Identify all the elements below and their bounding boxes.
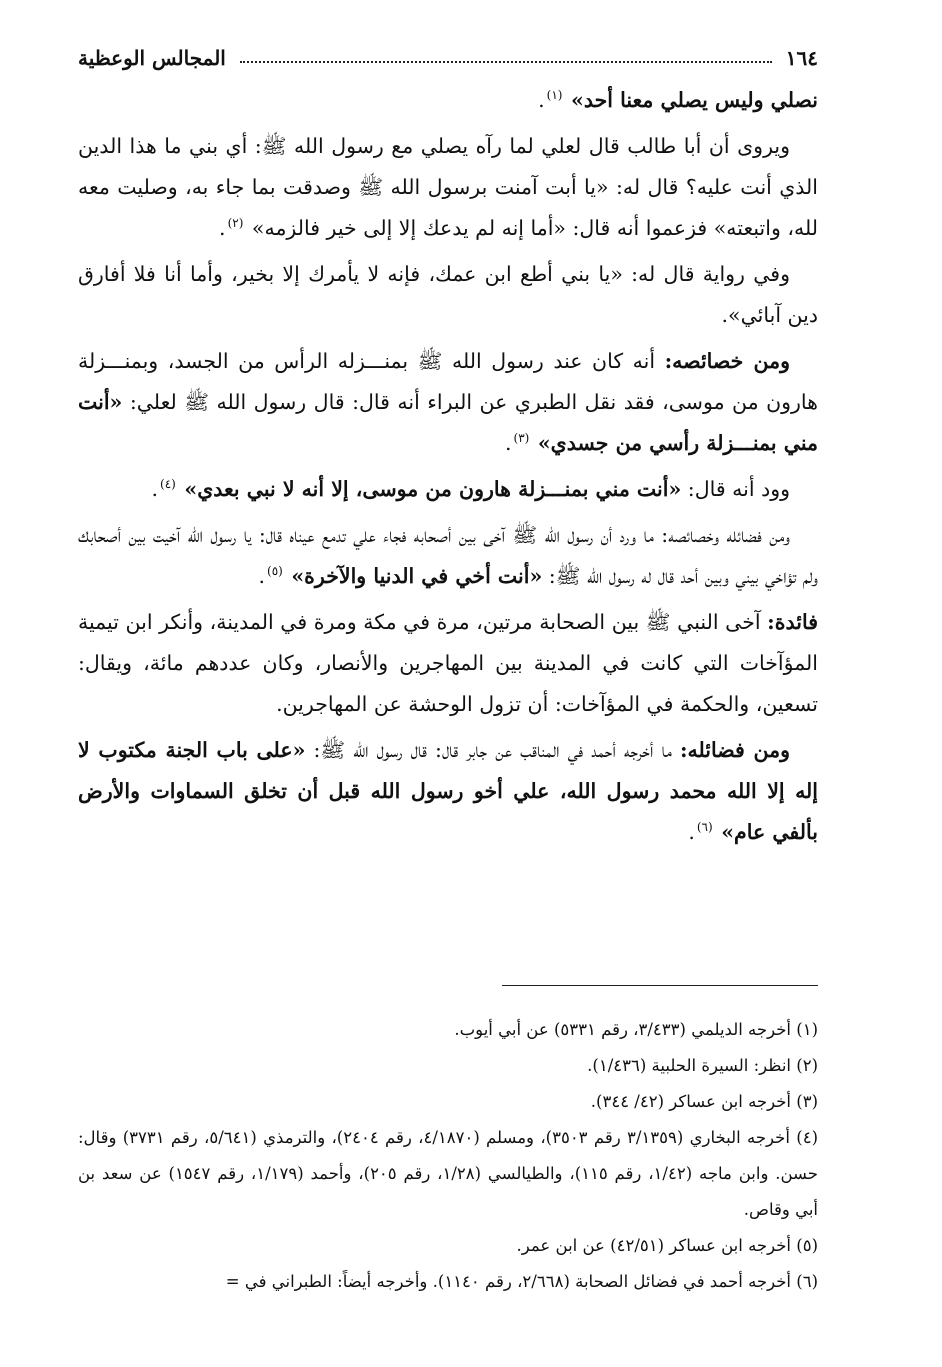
footnote-ref-3[interactable]: (٣) — [513, 431, 530, 446]
paragraph-4-end: . — [504, 431, 512, 455]
paragraph-4-lead: ومن خصائصه: — [664, 349, 790, 373]
paragraph-4-text: أنه كان عند رسول الله ﷺ بمنـــزله الرأس من الجسد، وبمنـــزلة هارون من موسى، فقد نقل الطبري عن البراء أنه قال: قال رسول الله ﷺ لعلي: — [78, 349, 818, 414]
paragraph-1-end: . — [538, 88, 545, 112]
paragraph-7-text: آخى النبي ﷺ بين الصحابة مرتين، مرة في مكة ومرة في المدينة، وأنكر ابن تيمية المؤآخات التي كانت في المدينة بين المهاجرين والأنصار، وكان عددهم مائة، ويقال: تسعين، والحكمة في المؤآخات: أن تزول الوحشة عن المهاجرين. — [78, 610, 818, 716]
footnote-separator — [502, 985, 818, 986]
paragraph-1 — [78, 80, 818, 121]
paragraph-8-lead: ومن فضائله: — [679, 738, 790, 762]
paragraph-1-text: نصلي وليس يصلي معنا أحد» — [571, 88, 818, 112]
paragraph-5-text: وود أنه قال: — [681, 477, 790, 501]
paragraph-6-quote: «أنت أخي في الدنيا والآخرة» — [291, 564, 543, 588]
footnote-4: (٤) أخرجه البخاري (٣/١٣٥٩ رقم ٣٥٠٣)، ومسلم (٤/١٨٧٠، رقم ٢٤٠٤)، والترمذي (٥/٦٤١، رقم ٣٧٣١) وقال: حسن. وابن ماجه (١/٤٢، رقم ١١٥)، والطيالسي (١/٢٨، رقم ٢٠٥)، وأحمد (١/١٧٩، رقم ١٥٤٧) عن سعد بن أبي وقاص. — [78, 1128, 818, 1219]
footnote-1: (١) أخرجه الديلمي (٣/٤٣٣، رقم ٥٣٣١) عن أبي أيوب. — [454, 1020, 818, 1039]
page-number: ١٦٤ — [785, 46, 818, 70]
paragraph-6-text: ومن فضائله وخصائصه: ما ورد أن رسول الله ﷺ آخى بين أصحابه فجاء علي تدمع عيناه قال: يا رسول الله آخيت بين أصحابك ولم تؤاخي بيني وبين أحد قال له رسول الله ﷺ: — [78, 523, 818, 588]
paragraph-5 — [78, 469, 818, 510]
paragraph-4 — [78, 341, 818, 464]
footnote-6: (٦) أخرجه أحمد في فضائل الصحابة (٢/٦٦٨، رقم ١١٤٠). وأخرجه أيضاً: الطبراني في = — [225, 1272, 818, 1291]
paragraph-8-end: . — [688, 820, 695, 844]
footnote-5: (٥) أخرجه ابن عساكر (٤٢/٥١) عن ابن عمر. — [516, 1236, 818, 1255]
paragraph-5-quote: «أنت مني بمنـــزلة هارون من موسى، إلا أنه لا نبي بعدي» — [184, 477, 682, 501]
footnote-ref-4[interactable]: (٤) — [160, 477, 176, 492]
header-dotted-leader — [240, 61, 772, 63]
paragraph-2-text: ويروى أن أبا طالب قال لعلي لما رآه يصلي مع رسول الله ﷺ: أي بني ما هذا الدين الذي أنت عليه؟ قال له: «يا أبت آمنت برسول الله ﷺ وصدقت بما جاء به، وصليت معه لله، واتبعته» فزعموا أنه قال: «أما إنه لم يدعك إلا إلى خير فالزمه» — [78, 134, 818, 240]
paragraph-8-quote: «على باب الجنة مكتوب لا إله إلا الله محمد رسول الله، علي أخو رسول الله قبل أن تخلق السماوات والأرض بألفي عام» — [78, 738, 818, 844]
paragraph-7-lead: فائدة: — [767, 610, 818, 634]
paragraph-6-end: . — [258, 564, 265, 588]
paragraph-2 — [78, 126, 818, 249]
running-title: المجالس الوعظية — [78, 46, 226, 70]
footnotes — [78, 1012, 818, 1300]
paragraph-4-quote: «أنت مني بمنـــزلة رأسي من جسدي» — [78, 390, 818, 455]
footnote-ref-1[interactable]: (١) — [546, 88, 563, 103]
footnote-ref-2[interactable]: (٢) — [227, 216, 244, 231]
paragraph-8 — [78, 730, 818, 853]
paragraph-2-end: . — [219, 216, 226, 240]
paragraph-5-end: . — [151, 477, 159, 501]
paragraph-6 — [78, 515, 818, 597]
paragraph-8-text: ما أخرجه أحمد في المناقب عن جابر قال: قال رسول الله ﷺ: — [305, 738, 680, 762]
main-text — [78, 80, 818, 858]
paragraph-3 — [78, 254, 818, 336]
paragraph-3-text: وفي رواية قال له: «يا بني أطع ابن عمك، فإنه لا يأمرك إلا بخير، وأما أنا فلا أفارق دين آبائي». — [78, 262, 818, 327]
footnote-ref-5[interactable]: (٥) — [267, 564, 283, 579]
paragraph-7 — [78, 602, 818, 725]
running-header — [78, 40, 818, 76]
footnote-3: (٣) أخرجه ابن عساكر (٤٢/ ٣٤٤). — [590, 1092, 818, 1111]
footnote-2: (٢) انظر: السيرة الحلبية (١/٤٣٦). — [587, 1056, 818, 1075]
footnote-ref-6[interactable]: (٦) — [696, 820, 713, 835]
